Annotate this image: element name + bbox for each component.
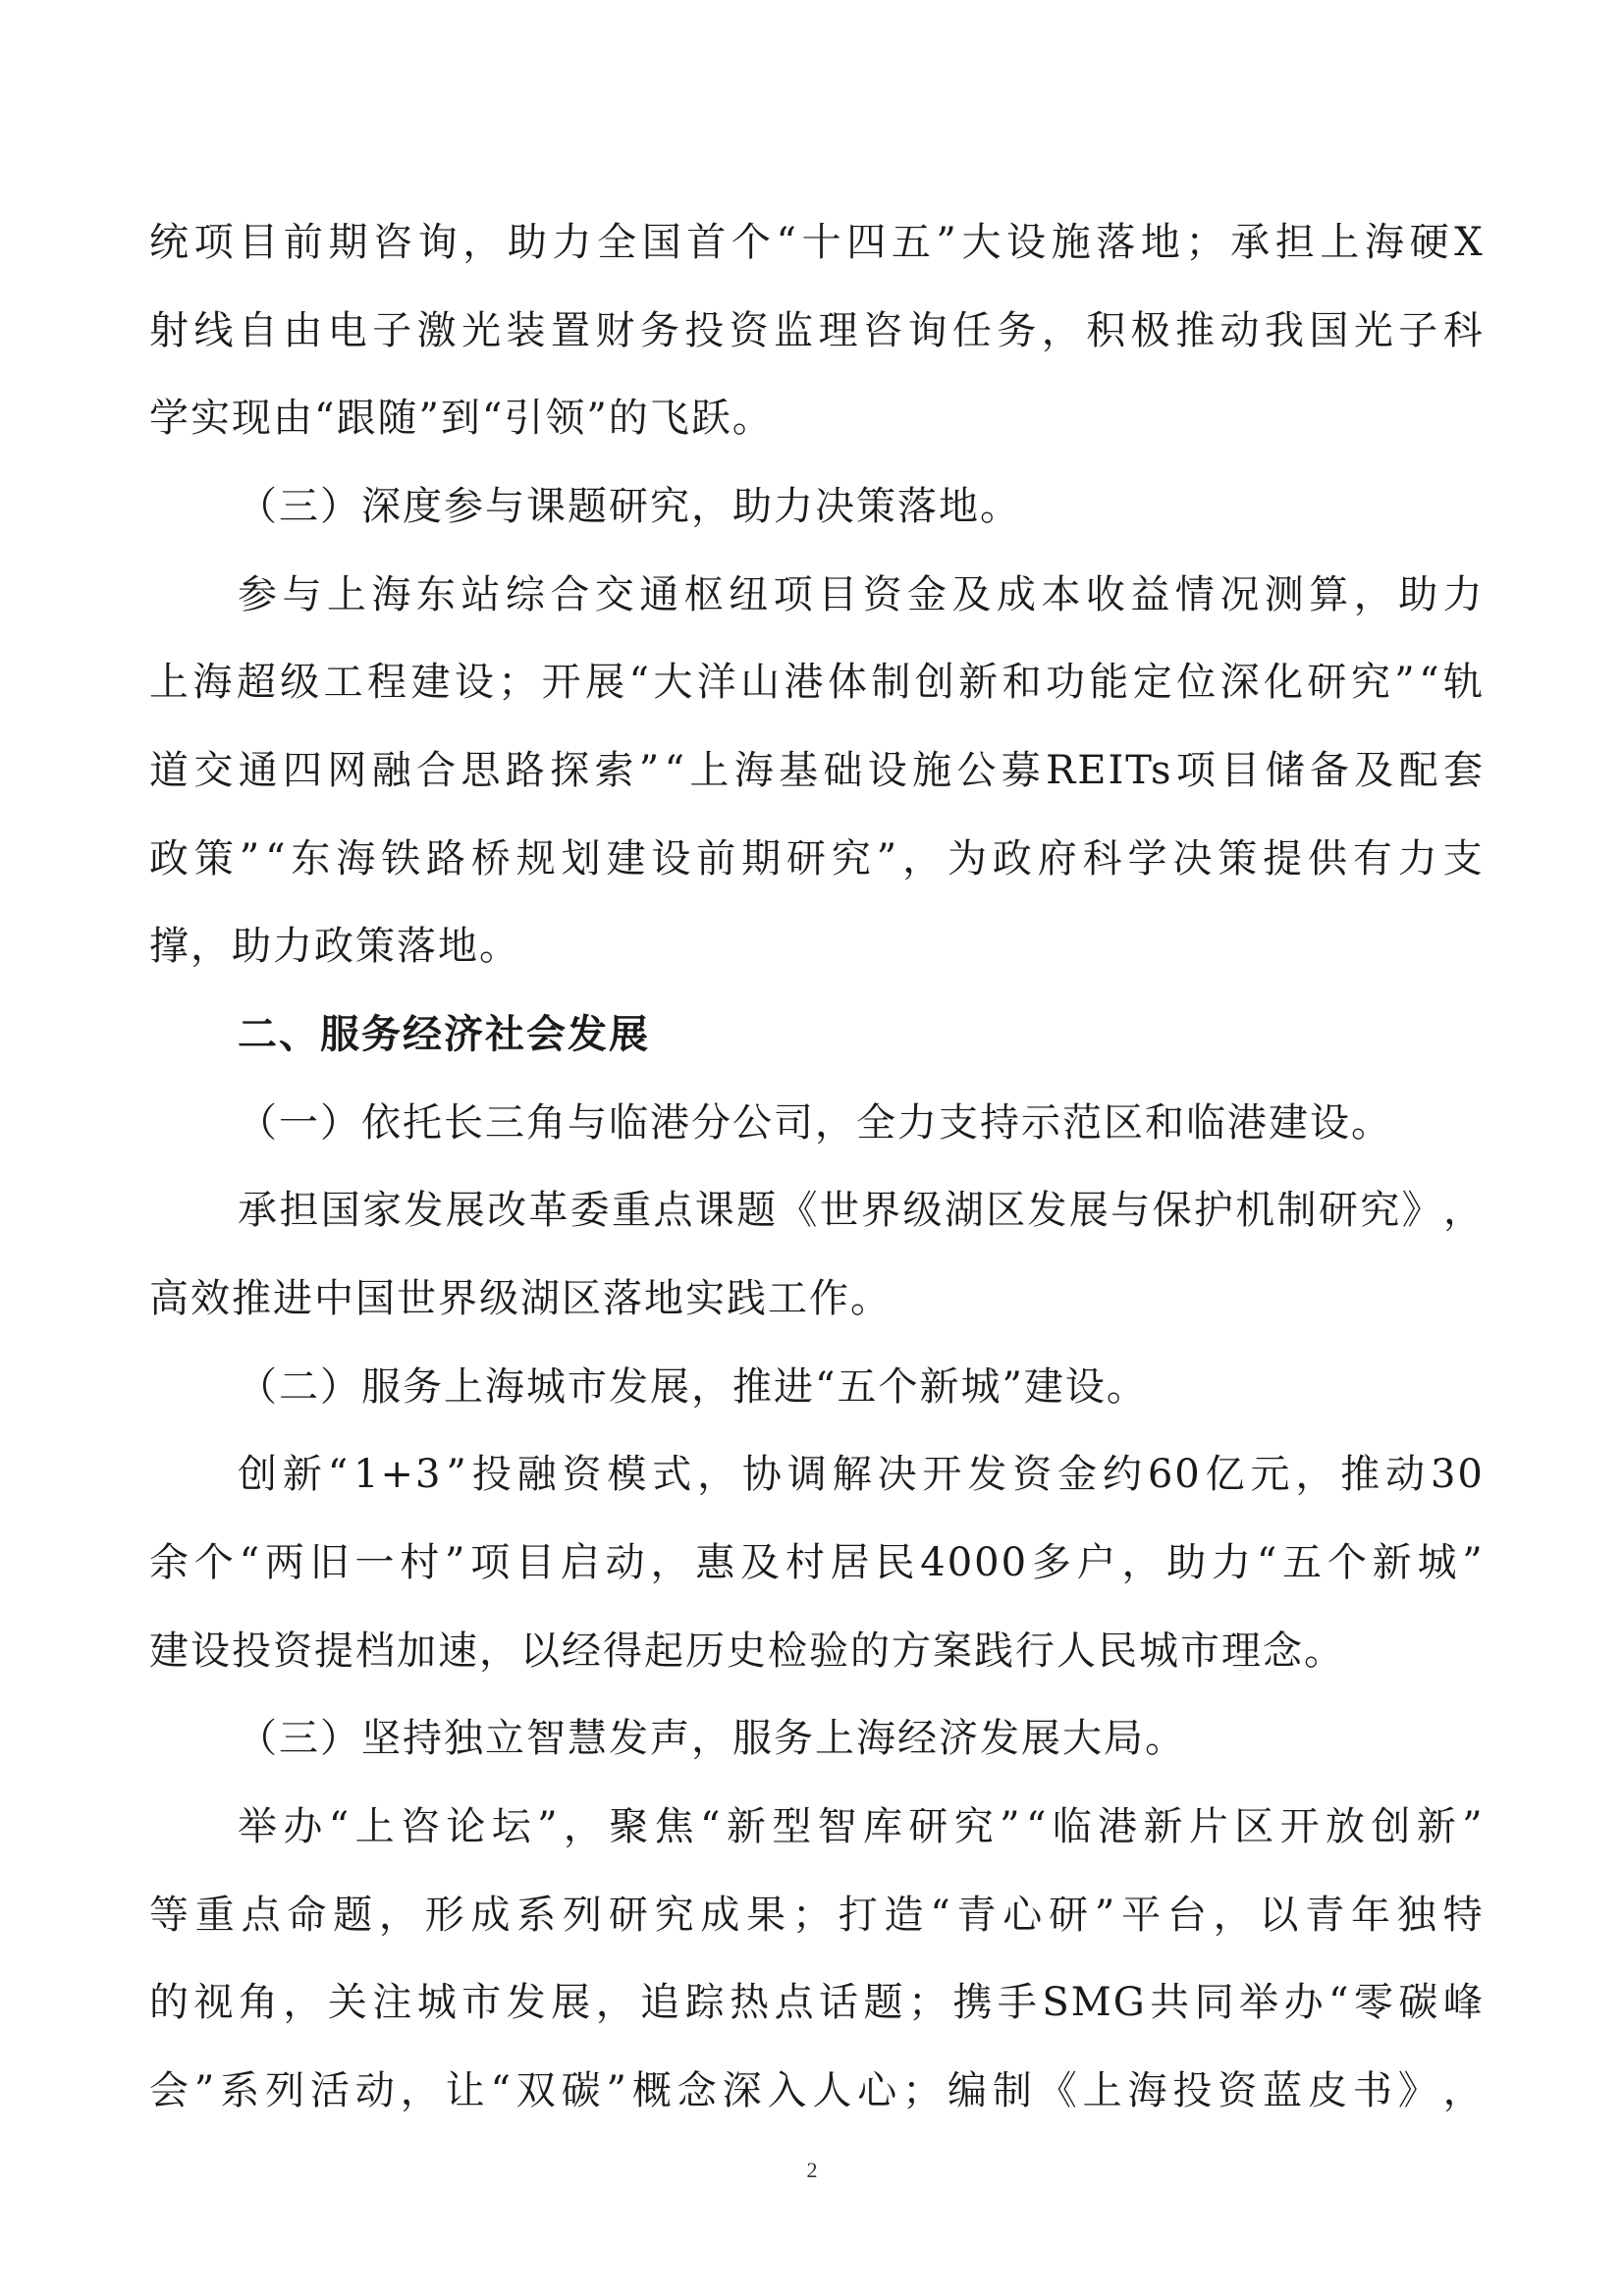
section-subheading: （一）依托长三角与临港分公司，全力支持示范区和临港建设。 <box>238 1100 1392 1146</box>
body-line: 道 交 通 四 网 融 合 思 路 探 索 ” “ 上 海 基 础 设 施 公 募 REITs 项 目 储 备 及 配 套 <box>149 748 1485 793</box>
body-line: 创 新 “ 1+3 ” 投 融 资 模 式 ， 协 调 解 决 开 发 资 金 约 60 亿 元 ， 推 动 30 <box>238 1452 1485 1497</box>
section-subheading: （二）服务上海城市发展，推进“五个新城”建设。 <box>238 1364 1148 1410</box>
body-line: 的 视 角 ， 关 注 城 市 发 展 ， 追 踪 热 点 话 题 ； 携 手 SMG 共 同 举 办 “ 零 碳 峰 <box>149 1980 1485 2025</box>
body-line: 高效推进中国世界级湖区落地实践工作。 <box>149 1276 892 1321</box>
body-line: 余 个 “ 两 旧 一 村 ” 项 目 启 动 ， 惠 及 村 居 民 4000 多 户 ， 助 力 “ 五 个 新 城 ” <box>149 1540 1485 1585</box>
body-line: 上 海 超 级 工 程 建 设 ； 开 展 “ 大 洋 山 港 体 制 创 新 和 功 能 定 位 深 化 研 究 ” “ 轨 <box>149 660 1485 705</box>
body-line: 等 重 点 命 题 ， 形 成 系 列 研 究 成 果 ； 打 造 “ 青 心 研 ” 平 台 ， 以 青 年 独 特 <box>149 1893 1485 1938</box>
page-number: 2 <box>806 2158 818 2182</box>
body-line: 举 办 “ 上 咨 论 坛 ” ， 聚 焦 “ 新 型 智 库 研 究 ” “ 临 港 新 片 区 开 放 创 新 ” <box>238 1804 1485 1849</box>
section-subheading: （三）深度参与课题研究，助力决策落地。 <box>238 484 1021 529</box>
body-line: 政 策 ” “ 东 海 铁 路 桥 规 划 建 设 前 期 研 究 ” ， 为 政 府 科 学 决 策 提 供 有 力 支 <box>149 836 1485 881</box>
body-line: 会 ” 系 列 活 动 ， 让 “ 双 碳 ” 概 念 深 入 人 心 ； 编 制 《 上 海 投 资 蓝 皮 书 》 ， <box>149 2068 1485 2113</box>
body-line: 承 担 国 家 发 展 改 革 委 重 点 课 题 《 世 界 级 湖 区 发 展 与 保 护 机 制 研 究 》 ， <box>238 1188 1485 1233</box>
body-line: 学实现由“跟随”到“引领”的飞跃。 <box>149 396 774 441</box>
body-line: 参 与 上 海 东 站 综 合 交 通 枢 纽 项 目 资 金 及 成 本 收 益 情 况 测 算 ， 助 力 <box>238 572 1485 617</box>
body-line: 建设投资提档加速，以经得起历史检验的方案践行人民城市理念。 <box>149 1629 1345 1674</box>
body-line: 射 线 自 由 电 子 激 光 装 置 财 务 投 资 监 理 咨 询 任 务 ， 积 极 推 动 我 国 光 子 科 <box>149 308 1485 353</box>
body-line: 统 项 目 前 期 咨 询 ， 助 力 全 国 首 个 “ 十 四 五 ” 大 设 施 落 地 ； 承 担 上 海 硬 X <box>149 220 1485 265</box>
body-line: 撑，助力政策落地。 <box>149 924 520 969</box>
section-heading: 二、服务经济社会发展 <box>238 1012 650 1057</box>
section-subheading: （三）坚持独立智慧发声，服务上海经济发展大局。 <box>238 1716 1186 1761</box>
